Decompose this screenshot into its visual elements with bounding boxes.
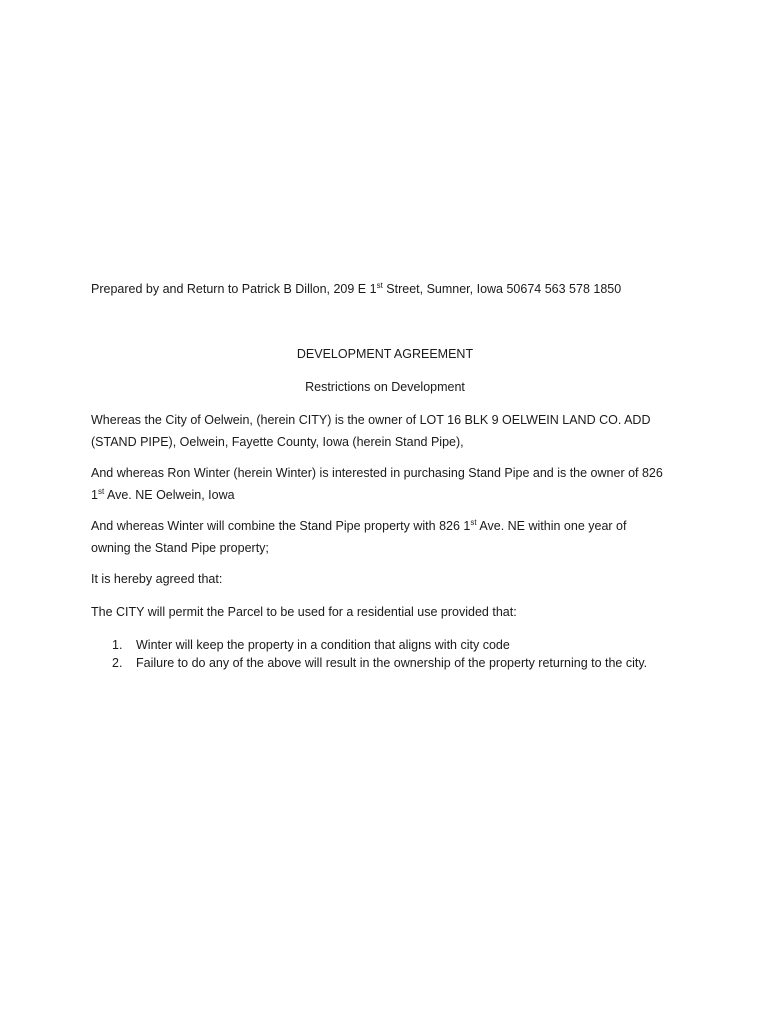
paragraph-line: And whereas Ron Winter (herein Winter) is interested in purchasing Stand Pipe and is the owner of 826 <box>91 466 663 480</box>
address-superscript: st <box>97 486 105 496</box>
paragraph-agreed: It is hereby agreed that: <box>91 572 223 586</box>
list-item <box>112 654 647 672</box>
paragraph-permit: The CITY will permit the Parcel to be used for a residential use provided that: <box>91 605 517 619</box>
combine-text: And whereas Winter will combine the Stand Pipe property with 826 1 <box>91 519 471 533</box>
address-number: 1 <box>91 488 98 502</box>
list-item-text: Failure to do any of the above will result in the ownership of the property returning to the city. <box>136 656 648 670</box>
paragraph-line <box>91 484 691 506</box>
prepared-by-text-cont: Street, Sumner, Iowa 50674 563 578 1850 <box>382 282 622 296</box>
paragraph-whereas-winter <box>91 462 691 506</box>
address-text: Ave. NE Oelwein, Iowa <box>104 488 235 502</box>
paragraph-line: Whereas the City of Oelwein, (herein CITY) is the owner of LOT 16 BLK 9 OELWEIN LAND CO. ADD <box>91 413 651 427</box>
paragraph-whereas-city <box>91 409 691 453</box>
paragraph-line <box>91 515 691 537</box>
prepared-by-superscript: st <box>376 280 383 290</box>
document-title: DEVELOPMENT AGREEMENT <box>296 347 474 361</box>
paragraph-line: (STAND PIPE), Oelwein, Fayette County, Iowa (herein Stand Pipe), <box>91 435 464 449</box>
prepared-by-text: Prepared by and Return to Patrick B Dillon, 209 E 1 <box>91 282 377 296</box>
paragraph-whereas-combine <box>91 515 691 559</box>
paragraph-line: owning the Stand Pipe property; <box>91 541 269 555</box>
list-item-number: 2. <box>112 656 123 670</box>
document-subtitle: Restrictions on Development <box>305 380 465 394</box>
prepared-by-line <box>91 278 621 300</box>
combine-superscript: st <box>470 517 477 527</box>
combine-text-cont: Ave. NE within one year of <box>476 519 627 533</box>
list-item-number: 1. <box>112 638 123 652</box>
list-item-text: Winter will keep the property in a condition that aligns with city code <box>136 638 510 652</box>
list-item <box>112 636 510 654</box>
